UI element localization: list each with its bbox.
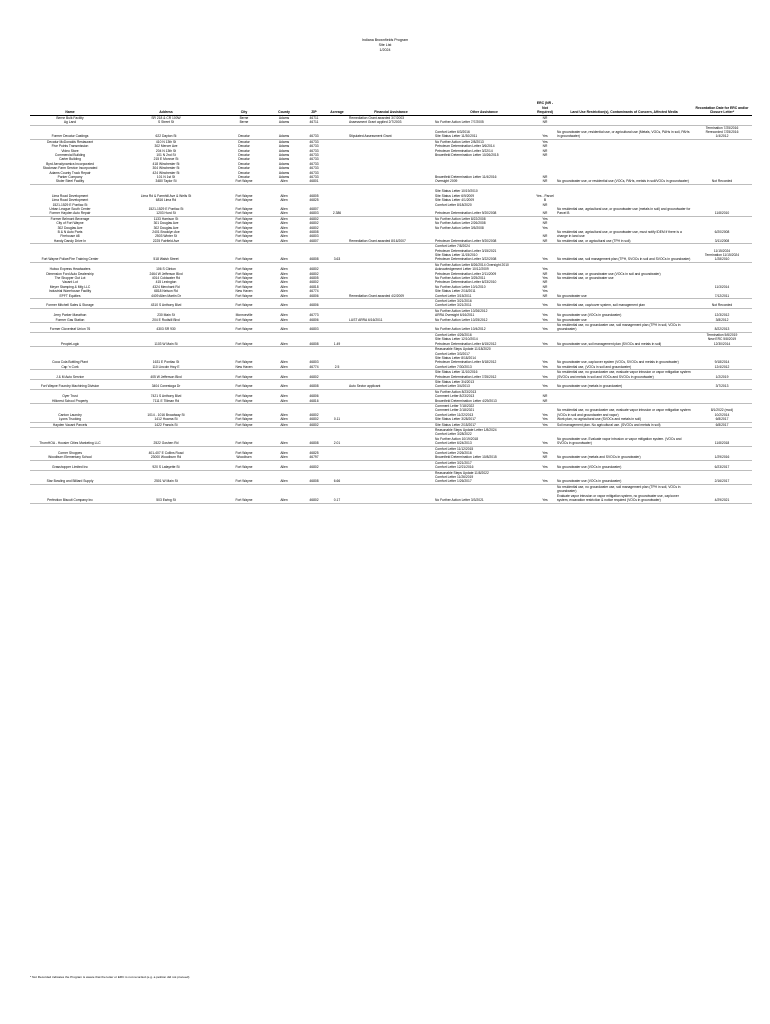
- cell-other: Reasonable Steps Update Letter 1/8/2024 Comfort Letter 3/28/2022 No Further Action 10/19/2018 Comfort Letter 6/24/2013: [434, 428, 534, 447]
- cell-address: 4310 S Anthony Blvd: [110, 299, 222, 309]
- cell-acreage: [326, 460, 348, 470]
- cell-other: No Further Action Letter 8/22/2008 No Further Action Letter 2/26/2008 No Further Action Letter 3/5/2008 Petroleum Determination Letter 9/20/2008: [434, 216, 534, 243]
- cell-erc: NR NR: [534, 389, 556, 403]
- cell-lur: [556, 389, 692, 403]
- cell-zip: 46806: [302, 299, 326, 309]
- cell-zip: 46806 46816: [302, 389, 326, 403]
- cell-financial: Remediation Grant awarded 3/7/2003 Assessment Grant applied 2/7/2003: [348, 115, 434, 125]
- cell-name: Fort Wayne Police/Fire Training Center: [30, 244, 110, 263]
- cell-lur: No groundwater use (metals in groundwater): [556, 379, 692, 389]
- cell-other: No Further Action Letter 3/3/2021: [434, 484, 534, 503]
- cell-name: PeopleLogic: [30, 332, 110, 346]
- cell-address: 401-407 E Collins Road 23000 Woodburn Rd: [110, 446, 222, 460]
- cell-erc: Yes: [534, 422, 556, 427]
- cell-lur: No groundwater use, soil management plan (SVOCs and metals in soil): [556, 332, 692, 346]
- cell-other: Comfort Letter 3/21/2017 Comfort Letter 12/21/2016: [434, 460, 534, 470]
- cell-lur: Soil management plan. No agricultural use. (SVOCs and metals in soil): [556, 422, 692, 427]
- table-row: [30, 323, 752, 333]
- cell-address: 2522 Goshen Rd: [110, 428, 222, 447]
- cell-erc: Yes: [534, 470, 556, 484]
- table-row: [30, 379, 752, 389]
- doc-subtitle: Site List: [378, 43, 392, 47]
- cell-acreage: [326, 379, 348, 389]
- cell-acreage: 2.01: [326, 428, 348, 447]
- cell-erc: Yes: [534, 484, 556, 503]
- cell-financial: [348, 370, 434, 380]
- cell-lur: No residential use, soil management plan (TPH, SVOCs in soil and SVOCs in groundwater): [556, 244, 692, 263]
- cell-zip: 46773 46806: [302, 308, 326, 322]
- cell-address: 1014 - 1016 Broadway St 1412 Huarna St: [110, 403, 222, 422]
- cell-city: Fort Wayne: [222, 460, 266, 470]
- cell-county: Allen: [266, 244, 302, 263]
- cell-zip: 46711 46711: [302, 115, 326, 125]
- cell-erc: Yes: [534, 370, 556, 380]
- cell-name: Coca Cola Bottling Plant Cap 'n Cork: [30, 347, 110, 370]
- table-row: [30, 460, 752, 470]
- cell-county: Allen Allen: [266, 347, 302, 370]
- cell-city: Fort Wayne: [222, 379, 266, 389]
- cell-financial: [348, 484, 434, 503]
- cell-other: Comfort Letter 6/3/2016 Site Status Letter 11/30/2011: [434, 125, 534, 139]
- cell-city: Fort Wayne Fort Wayne: [222, 403, 266, 422]
- cell-county: Allen Allen Allen Allen Allen Allen: [266, 216, 302, 243]
- col-financial: Financial Assistance: [348, 101, 434, 115]
- cell-address: Lima Rd & Farmhill Ave & Wells St 6816 Lima Rd 1521-1529 E Pontiac St 1203 Hurd St: [110, 184, 222, 216]
- cell-zip: 46808: [302, 332, 326, 346]
- cell-acreage: [326, 216, 348, 243]
- cell-financial: [348, 299, 434, 309]
- cell-financial: [348, 460, 434, 470]
- cell-address: 410 N 13th St 302 Mercer Ave 204 N 13th St 101 N 2nd St 215 E Monroe St 418 Winchester St 304 Winchester St 424 Winchester St 101 N 1st St 3480 Taylor St: [110, 139, 222, 184]
- table-row: [30, 428, 752, 447]
- table-row: [30, 446, 752, 460]
- cell-erc: Yes: [534, 379, 556, 389]
- cell-address: 4303 SR 930: [110, 323, 222, 333]
- cell-acreage: 6.66: [326, 470, 348, 484]
- cell-address: 3404 Conestoga Dr: [110, 379, 222, 389]
- cell-erc: Yes NR Yes NR NR: [534, 216, 556, 243]
- cell-county: Allen: [266, 460, 302, 470]
- cell-zip: 46808: [302, 470, 326, 484]
- col-zip: ZIP: [302, 101, 326, 115]
- cell-erc: Yes NR NR NR NR NR: [534, 139, 556, 184]
- cell-city: Fort Wayne Fort Wayne: [222, 389, 266, 403]
- cell-county: Allen: [266, 370, 302, 380]
- cell-name: Decatur McDonalds Restaurant Five Points Transmission Video Store Commercial Building Carter Building Byrd Aerodynamics Incorporated Stockman Farm Service Incorporated Adams County Truck Repair Parker Company Stoler Steel Facility: [30, 139, 110, 184]
- cell-acreage: [326, 262, 348, 298]
- cell-lur: No residential use, agricultural use, or groundwater use, must notify IDEM if there is a change in land use No residential use, or agricultural use (TPH in soil): [556, 216, 692, 243]
- cell-city: Fort Wayne Fort Wayne Fort Wayne Fort Wayne Fort Wayne Fort Wayne: [222, 216, 266, 243]
- cell-financial: [348, 389, 434, 403]
- table-row: [30, 125, 752, 139]
- cell-address: 1103 W Main St: [110, 332, 222, 346]
- cell-recordation: 1/29/2016: [692, 446, 752, 460]
- cell-recordation: 1/2/2019: [692, 370, 752, 380]
- table-row: [30, 332, 752, 346]
- cell-recordation: 4/29/2021: [692, 484, 752, 503]
- cell-other: Reasonable Steps Update 11/8/2022 Comfort Letter 11/26/2019 Comfort Letter 1/26/2017: [434, 470, 534, 484]
- cell-lur: No residential use, agricultural use, or groundwater use (metals in soil) and groundwater for Parcel B: [556, 184, 692, 216]
- cell-erc: Yes Yes: [534, 403, 556, 422]
- cell-recordation: 11/8/2018: [692, 428, 752, 447]
- cell-financial: Remediation Grant awarded 8/16/2007: [348, 216, 434, 243]
- cell-name: Former Mitchell Sales & Storage: [30, 299, 110, 309]
- table-row: [30, 184, 752, 216]
- cell-other: Comfort Letter 3/21/2016 Comfort Letter 3/21/2011: [434, 299, 534, 309]
- cell-erc: Yes: [534, 428, 556, 447]
- cell-zip: 46802 46802: [302, 403, 326, 422]
- site-table: [30, 101, 752, 504]
- table-row: [30, 484, 752, 503]
- table-row: [30, 244, 752, 263]
- cell-address: 2501 W Main St: [110, 470, 222, 484]
- cell-county: Allen: [266, 332, 302, 346]
- cell-other: No Further Action Letter 7/7/2005: [434, 115, 534, 125]
- cell-address: 1133 Harrison St 301 Douglas Ave 302 Douglas Ave 2401 Brooklyn Ave 2503 Winter St 2225 Fairfield Ave: [110, 216, 222, 243]
- cell-lur: No residential use, no groundwater use, soil management plan (TPH in soil, VOCs in groundwater): [556, 323, 692, 333]
- cell-address: 1631 E Pontiac St 110 Lincoln Hwy E: [110, 347, 222, 370]
- cell-erc: Yes: [534, 332, 556, 346]
- cell-name: Perfection Biscuit Company Inc: [30, 484, 110, 503]
- cell-erc: Yes Yes: [534, 308, 556, 322]
- cell-county: Allen Allen Allen Allen: [266, 184, 302, 216]
- cell-financial: LUST ARRA 6/16/2011: [348, 308, 434, 322]
- cell-city: Fort Wayne Fort Wayne Fort Wayne Fort Wayne Fort Wayne New Haven Fort Wayne: [222, 262, 266, 298]
- cell-other: Reasonable Steps Update 11/18/2020 Comfort Letter 3/3/2017 Site Status Letter 8/18/2014 Petroleum Determination Letter 5/18/2012 Comfort Letter 7/30/2013: [434, 347, 534, 370]
- cell-financial: [348, 323, 434, 333]
- cell-financial: [348, 347, 434, 370]
- cell-zip: 46802 46802 46805 46802 46818 46774 46806: [302, 262, 326, 298]
- cell-city: Fort Wayne: [222, 422, 266, 427]
- cell-county: Allen Allen: [266, 389, 302, 403]
- cell-name: Berne Bulk Facility Ag Land: [30, 115, 110, 125]
- cell-lur: [556, 115, 692, 125]
- cell-financial: [348, 428, 434, 447]
- col-lur: Land Use Restriction(s), Contaminants of Concern, Affected Media: [556, 101, 692, 115]
- cell-erc: Yes: [534, 244, 556, 263]
- col-acreage: Acreage: [326, 101, 348, 115]
- col-other: Other Assistance: [434, 101, 534, 115]
- cell-other: Site Status Letter 11/10/2016 Petroleum Determination Letter 7/25/2012: [434, 370, 534, 380]
- cell-address: 518 Walsh Street: [110, 244, 222, 263]
- cell-name: Grasshopper Limited Inc: [30, 460, 110, 470]
- cell-zip: 46802: [302, 422, 326, 427]
- cell-erc: Yes: [534, 299, 556, 309]
- cell-other: No Further Action Letter 2/8/2013 Petroleum Determination Letter 3/6/2014 Petroleum Determination Letter 3/22/14 Brownfield Determination Letter 10/26/2015 Brownfield Determination Letter 11/4/2016 Oversight 2009: [434, 139, 534, 184]
- cell-lur: No groundwater use (VOCs in groundwater) No groundwater use: [556, 308, 692, 322]
- cell-city: Fort Wayne: [222, 428, 266, 447]
- doc-date: 1/2024: [379, 48, 391, 52]
- cell-city: Fort Wayne: [222, 323, 266, 333]
- cell-acreage: [326, 139, 348, 184]
- cell-acreage: [326, 370, 348, 380]
- cell-recordation: 2/16/2017: [692, 470, 752, 484]
- cell-name: Fort Wayne Foundry Machining Division: [30, 379, 110, 389]
- cell-name: Lima Road Development Lima Road Development 1521-1529 E Pontiac St Urban League South Center Former Hayden Auto Repair: [30, 184, 110, 216]
- cell-city: Fort Wayne New Haven: [222, 347, 266, 370]
- cell-county: Adams Adams Adams Adams Adams Adams Adams Adams Adams Allen: [266, 139, 302, 184]
- cell-county: Allen: [266, 428, 302, 447]
- cell-city: Fort Wayne: [222, 470, 266, 484]
- cell-name: Former Decatur Castings: [30, 125, 110, 139]
- cell-zip: 46805 46825 46807 46803: [302, 184, 326, 216]
- cell-zip: 46803 46774: [302, 347, 326, 370]
- cell-name: Hubco Express Headwaters Dimension Ford Auto Dealership The Shopper Out Lot Vacant Lot Meyer Stamping & Mfg LLC Industrial Warehouse Facility EPFT Equities: [30, 262, 110, 298]
- cell-financial: [348, 244, 434, 263]
- cell-county: Allen: [266, 422, 302, 427]
- cell-zip: 46733 46733 46733 46733 46733 46733 46733 46733 46733 46801: [302, 139, 326, 184]
- cell-county: Allen: [266, 323, 302, 333]
- table-row: [30, 308, 752, 322]
- cell-zip: 46808: [302, 244, 326, 263]
- doc-title: Indiana Brownfields Program: [361, 38, 409, 42]
- cell-address: 405 W Jefferson Blvd: [110, 370, 222, 380]
- cell-erc: NR NR: [534, 115, 556, 125]
- cell-acreage: 0.11: [326, 403, 348, 422]
- cell-erc: Yes: [534, 460, 556, 470]
- cell-city: Fort Wayne: [222, 299, 266, 309]
- cell-lur: No residential use, or groundwater use (VOCs in soil and groundwater) No residential use, or groundwater use No groundwater use: [556, 262, 692, 298]
- cell-acreage: [326, 308, 348, 322]
- cell-financial: [348, 403, 434, 422]
- col-city: City: [222, 101, 266, 115]
- cell-other: Comfort Letter 4/26/2016 Site Status Letter 12/10/2014 Petroleum Determination Letter 6/15/2012: [434, 332, 534, 346]
- cell-city: Monroeville Fort Wayne: [222, 308, 266, 322]
- cell-financial: Auto Sector applicant: [348, 379, 434, 389]
- cell-city: Berne Berne: [222, 115, 266, 125]
- cell-name: Corner Shoppes Woodburn Elementary School: [30, 446, 110, 460]
- cell-financial: Remediation Grant awarded 4/2/2009: [348, 262, 434, 298]
- cell-address: 622 Dayton St: [110, 125, 222, 139]
- cell-recordation: Termination 5/6/2019 New ERC 5/8/2019 12/30/2014: [692, 332, 752, 346]
- cell-recordation: 11/8/2010: [692, 184, 752, 216]
- cell-other: Site Status Letter 2/15/2017: [434, 422, 534, 427]
- cell-recordation: Not Recorded: [692, 139, 752, 184]
- table-row: [30, 470, 752, 484]
- col-name: Name: [30, 101, 110, 115]
- cell-address: 106 S Clinton 2464 W Jefferson Blvd 4014 Coldwater Rd 415 Lexington 4324 Merchant Rd 6818 Nelson Rd 4409 Allen Martin Dr: [110, 262, 222, 298]
- cell-zip: 46825 46797: [302, 446, 326, 460]
- cell-county: Allen Allen Allen Allen Allen Allen Allen: [266, 262, 302, 298]
- cell-other: Comfort Letter 11/12/2015 Comfort Letter 2/26/2016 Brownfield Determination Letter 10/8/2015: [434, 446, 534, 460]
- cell-zip: 46733: [302, 125, 326, 139]
- cell-acreage: 1.49: [326, 332, 348, 346]
- cell-erc: Yes: [534, 125, 556, 139]
- table-row: [30, 262, 752, 298]
- cell-lur: No groundwater use, or residential use (VOCs, PAHs, metals in soil/VOCs in groundwater): [556, 139, 692, 184]
- cell-other: Site Status Letter 3/4/2013 Comfort Letter 3/4/2013: [434, 379, 534, 389]
- cell-lur: No residential use, no groundwater use, evaluate vapor intrusion or vapor mitigation system (SVOCs and metals in soil and VOCs and SVOCs in groundwater): [557, 370, 691, 379]
- table-row: [30, 299, 752, 309]
- cell-other: No Further Action Letter 8/26/2014 Oversight 2010 Acknowledgement Letter 10/12/2009 Petroleum Determination Letter 2/11/2009 No Further Action Letter 3/25/2011 Petroleum Determination Letter 6/23/2010 No Further Action Letter 10/1/2010 Site Status Letter 2/16/2011 Comfort Letter 3/15/2011: [434, 262, 534, 298]
- cell-lur: No residential use, no groundwater use, evaluate vapor intrusion or vapor mitigation system (VOCs in soil and groundwater and vapor) Work plan, no agricultural use (SVOCs and metals in soil): [556, 403, 692, 422]
- cell-erc: Yes Yes: [534, 347, 556, 370]
- cell-acreage: 2.5: [326, 347, 348, 370]
- cell-recordation: 11/15/2024 Termination 11/15/2024 1/28/2010: [692, 244, 752, 263]
- table-row: [30, 389, 752, 403]
- cell-recordation: 8/1/2022 (mod) 10/2/2014 6/8/2017: [692, 403, 752, 422]
- cell-recordation: 6/23/2017: [692, 460, 752, 470]
- cell-other: Site Status Letter 10/19/2010 Site Status Letter 6/9/2009 Site Status Letter 4/1/2009 Comfort Letter 8/18/2020 Petroleum Determination Letter 9/20/2008: [434, 184, 534, 216]
- table-row: [30, 139, 752, 184]
- cell-city: Fort Wayne: [222, 370, 266, 380]
- cell-zip: 46802: [302, 460, 326, 470]
- cell-address: 920 S Lafayette St: [110, 460, 222, 470]
- cell-lur: No groundwater use, residential use, or agricultural use (Metals, VOCs, PAHs in soil, PAHs in groundwater): [556, 125, 692, 139]
- cell-zip: 46802: [302, 370, 326, 380]
- cell-recordation: 11/3/2014 7/12/2011: [692, 262, 752, 298]
- cell-acreage: [326, 299, 348, 309]
- cell-lur: No groundwater use, cap/cover system (VOCs, SVOCs and metals in groundwater) No residential use, (VOCs in soil and groundwater): [556, 347, 692, 370]
- table-row: [30, 370, 752, 380]
- cell-recordation: 3/7/2013: [692, 379, 752, 389]
- cell-county: Allen Allen: [266, 403, 302, 422]
- cell-zip: 46802 46802 46802 46808 46803 46807: [302, 216, 326, 243]
- col-address: Address: [110, 101, 222, 115]
- cell-recordation: 12/3/2012 3/8/2012: [692, 308, 752, 322]
- cell-city: Fort Wayne: [222, 244, 266, 263]
- cell-city: Fort Wayne Fort Wayne Fort Wayne Fort Wayne: [222, 184, 266, 216]
- col-recordation: Recordation Date for ERC and/or Closure Letter*: [692, 101, 752, 115]
- header: [0, 38, 770, 53]
- table-row: [30, 347, 752, 370]
- cell-county: Adams: [266, 125, 302, 139]
- cell-name: Oyer Trust Hillcrest School Property: [30, 389, 110, 403]
- cell-financial: [348, 332, 434, 346]
- cell-lur: No groundwater use (VOCs in groundwater): [556, 460, 692, 470]
- cell-recordation: 9/18/2014 12/4/2012: [692, 347, 752, 370]
- cell-financial: [348, 470, 434, 484]
- cell-name: J & M Auto Service: [30, 370, 110, 380]
- cell-name: Star Bowling and Billiard Supply: [30, 470, 110, 484]
- cell-financial: Stipulated Assessment Grant: [348, 125, 434, 139]
- cell-county: Allen Allen: [266, 308, 302, 322]
- cell-lur: No groundwater use. Evaluate vapor intrusion or vapor mitigation system. (VOCs and SVOCs in groundwater): [556, 428, 692, 447]
- cell-acreage: 0.17: [326, 484, 348, 503]
- cell-name: Former Belmont Beverage City of Fort Wayne 302 Douglas Ave B & N Auto Parts Firehouse #8 Handy Dandy Drive In: [30, 216, 110, 243]
- cell-address: SR 218 & CR 100W S Street St: [110, 115, 222, 125]
- cell-financial: [348, 446, 434, 460]
- cell-county: Adams Adams: [266, 115, 302, 125]
- cell-acreage: [326, 323, 348, 333]
- cell-erc: Yes NR Yes NR NR Yes NR: [534, 262, 556, 298]
- cell-lur: No groundwater use (metals and SVOCs in groundwater): [556, 446, 692, 460]
- table-row: [30, 115, 752, 125]
- cell-recordation: Not Recorded: [692, 299, 752, 309]
- cell-address: 503 Ewing St: [110, 484, 222, 503]
- cell-other: Comment Letter 7/18/2022 Comment Letter 2/18/2021 Comfort Letter 11/22/2013 Site Status Letter 3/28/2017: [434, 403, 534, 422]
- table-header-row: [30, 101, 752, 115]
- cell-lur: No residential use, cap/cover system, soil management plan: [556, 299, 692, 309]
- cell-recordation: 6/20/2008 3/11/2008: [692, 216, 752, 243]
- cell-city: Fort Wayne Woodburn: [222, 446, 266, 460]
- cell-county: Allen: [266, 379, 302, 389]
- cell-recordation: 6/8/2017: [692, 422, 752, 427]
- cell-zip: 46802: [302, 484, 326, 503]
- cell-zip: 46808: [302, 428, 326, 447]
- cell-other: Comfort Letter 7/8/2024 Petroleum Determination Letter 3/15/2021 Site Status Letter 11/15/2010 Petroleum Determination Letter 3/22/2008: [434, 244, 534, 263]
- cell-acreage: 3.63: [326, 244, 348, 263]
- cell-city: Fort Wayne: [222, 332, 266, 346]
- cell-acreage: 2.386: [326, 184, 348, 216]
- cell-recordation: 8/22/2013: [692, 323, 752, 333]
- cell-zip: 46808: [302, 379, 326, 389]
- cell-address: 1422 Francis St: [110, 422, 222, 427]
- cell-other: No Further Action Letter 10/4/2012: [434, 323, 534, 333]
- cell-acreage: [326, 446, 348, 460]
- cell-name: Jerry Parker Marathon Former Gas Station: [30, 308, 110, 322]
- table-row: [30, 216, 752, 243]
- cell-name: Former Cloverleaf Union 76: [30, 323, 110, 333]
- cell-recordation: [692, 115, 752, 125]
- cell-erc: Yes - Parcel B NR NR: [534, 184, 556, 216]
- cell-recordation: Termination 7/25/2016 Rerecorded 7/25/2016 1/4/2012: [692, 125, 752, 139]
- cell-county: Allen Allen: [266, 446, 302, 460]
- col-county: County: [266, 101, 302, 115]
- cell-address: 7421 S Anthony Blvd 7111 E Tillman Rd: [110, 389, 222, 403]
- cell-erc: Yes NR: [534, 446, 556, 460]
- footnote: * Not Recorded indicates the Program is aware that the letter or ERC is not recorded (e.g. a petition did not proceed): [30, 975, 190, 979]
- cell-lur: No residential use, no groundwater use, soil management plan (TPH in soil, VOCs in groundwater) Evaluate vapor intrusion or vapor mitigation system, no groundwater use, cap/cover system, excavation restriction & notice required (VOCs in groundwater): [556, 484, 692, 503]
- cell-name: Canton Laundry Lyons Trucking: [30, 403, 110, 422]
- cell-other: No Further Action 8/23/2013 Comment Letter 8/23/2013 Brownfield Determination Letter 4/29/2013: [434, 389, 534, 403]
- cell-recordation: [692, 389, 752, 403]
- cell-address: 230 Main St 204 E Rudisill Blvd: [110, 308, 222, 322]
- col-erc: ERC (NR - Not Required): [534, 101, 556, 115]
- cell-county: Allen: [266, 470, 302, 484]
- cell-financial: [348, 184, 434, 216]
- cell-city: Fort Wayne: [222, 484, 266, 503]
- cell-zip: 46803: [302, 323, 326, 333]
- cell-city: Decatur Decatur Decatur Decatur Decatur Decatur Decatur Decatur Decatur Fort Wayne: [222, 139, 266, 184]
- cell-erc: Yes: [534, 323, 556, 333]
- cell-name: Hayden Vacant Parcels: [30, 422, 110, 427]
- cell-city: Decatur: [222, 125, 266, 139]
- cell-county: Allen: [266, 484, 302, 503]
- cell-county: Allen: [266, 299, 302, 309]
- cell-name: ThornHOA - Hoosier Cities Marketing LLC: [30, 428, 110, 447]
- cell-acreage: [326, 389, 348, 403]
- table-row: [30, 403, 752, 422]
- cell-other: No Further Action Letter 10/26/2012 ARRA Oversight 6/16/2011 No Further Action Letter 10/25/2012: [434, 308, 534, 322]
- cell-acreage: [326, 115, 348, 125]
- cell-lur: No groundwater use (VOCs in groundwater): [556, 470, 692, 484]
- cell-acreage: [326, 125, 348, 139]
- cell-financial: [348, 139, 434, 184]
- table-body: [30, 115, 752, 503]
